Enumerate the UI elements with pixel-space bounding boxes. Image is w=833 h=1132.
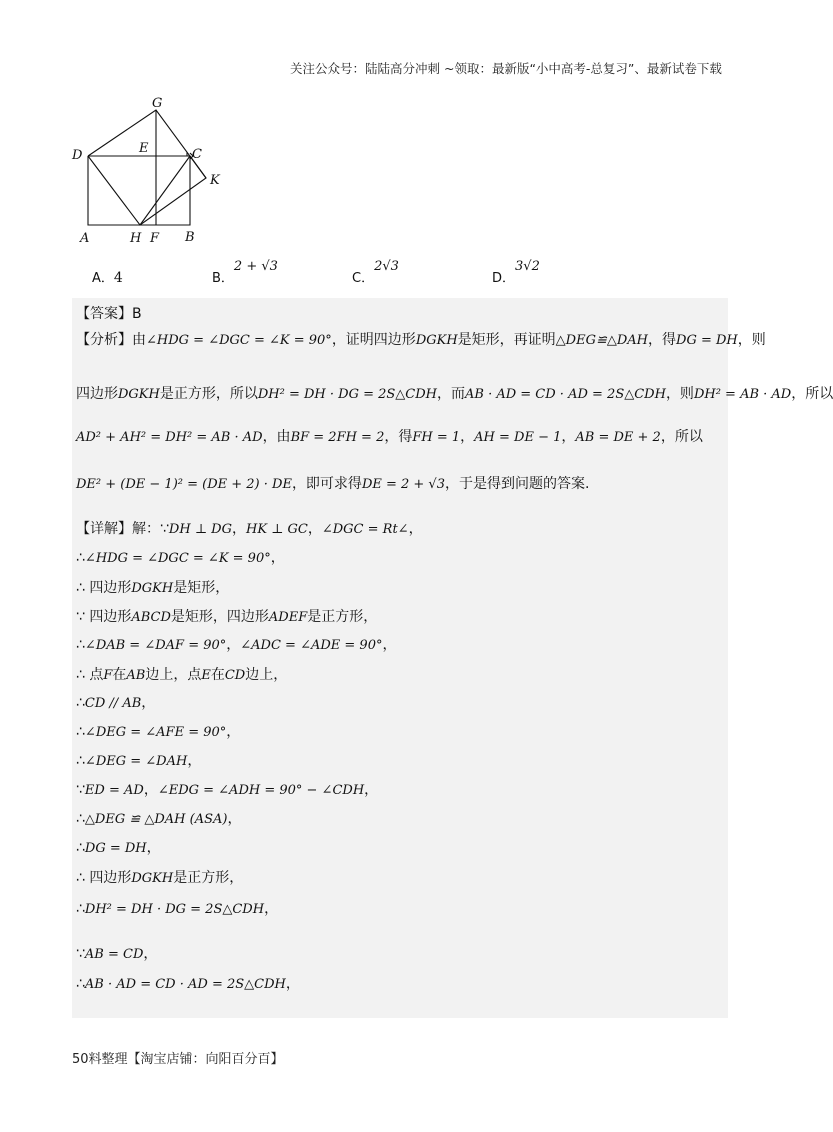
math-expression: HK ⊥ GC xyxy=(245,522,308,537)
choice-a: A．4 xyxy=(92,270,123,286)
text-segment: ∵ xyxy=(76,946,85,962)
text-segment: ， xyxy=(307,521,322,537)
math-expression: DGKH xyxy=(118,387,160,402)
math-expression: ADEF xyxy=(268,610,308,625)
detail-line xyxy=(76,838,161,859)
text-segment: ， xyxy=(187,753,202,769)
analysis-line xyxy=(76,474,589,495)
text-segment: ，于是得到问题的答案. xyxy=(445,476,590,492)
choice-c: C．2√3 xyxy=(352,259,399,286)
math-expression: DGKH xyxy=(415,333,458,348)
detail-line xyxy=(76,974,300,995)
detail-line xyxy=(76,548,285,569)
math-expression: DG = DH xyxy=(676,333,738,348)
text-segment: ∴ xyxy=(76,724,85,740)
text-segment: ， xyxy=(146,840,161,856)
detail-line xyxy=(76,519,423,540)
rectangle-abcd xyxy=(88,156,190,225)
text-segment: ，所以 xyxy=(660,429,703,445)
math-expression: E xyxy=(201,668,211,683)
label-g: G xyxy=(152,96,163,111)
text-segment: ，由 xyxy=(262,429,291,445)
text-segment: 【详解】解：∵ xyxy=(76,521,169,537)
detail-line xyxy=(76,944,157,965)
text-segment: ，得 xyxy=(384,429,413,445)
text-segment: 四边形 xyxy=(76,386,118,402)
label-f: F xyxy=(150,231,160,246)
math-expression: AD² + AH² = DH² = AB · AD xyxy=(76,430,263,445)
text-segment: ∵ 四边形 xyxy=(76,609,132,625)
answer-line xyxy=(76,304,142,324)
text-segment: ， xyxy=(561,429,576,445)
text-segment: ，而 xyxy=(437,386,465,402)
detail-line xyxy=(76,722,240,743)
label-b: B xyxy=(185,230,195,245)
text-segment: ∴ xyxy=(76,550,85,566)
text-segment: ∴ xyxy=(76,695,85,711)
text-segment: 是矩形， xyxy=(173,580,230,596)
detail-line xyxy=(76,665,287,686)
math-expression: △DEG≌△DAH xyxy=(555,333,649,348)
math-expression: ∠DAB = ∠DAF = 90° xyxy=(84,638,227,653)
detail-line xyxy=(76,578,229,599)
math-expression: BF = 2FH = 2 xyxy=(290,430,385,445)
analysis-line xyxy=(76,384,833,405)
text-segment: 是矩形，再证明 xyxy=(457,332,556,348)
text-segment: ， xyxy=(460,429,475,445)
text-segment: ， xyxy=(226,637,241,653)
math-expression: ∠EDG = ∠ADH = 90° − ∠CDH xyxy=(157,783,365,798)
text-segment: 【分析】由 xyxy=(76,332,146,348)
math-expression: AB · AD = CD · AD = 2S△CDH xyxy=(84,977,286,992)
detail-line xyxy=(76,868,243,889)
math-expression: ∠DEG = ∠AFE = 90° xyxy=(84,725,227,740)
text-segment: ∴ xyxy=(76,753,85,769)
choice-d: D．3√2 xyxy=(492,259,540,286)
text-segment: 【答案】B xyxy=(76,306,142,322)
text-segment: ， xyxy=(264,901,279,917)
math-expression: ED = AD xyxy=(84,783,144,798)
text-segment: 边上，点 xyxy=(145,667,202,683)
text-segment: ，所以 xyxy=(791,386,833,402)
text-segment: ∴ xyxy=(76,976,85,992)
math-expression: ∠DGC = Rt∠ xyxy=(321,522,409,537)
math-expression: DE = 2 + √3 xyxy=(361,477,445,492)
text-segment: 在 xyxy=(210,667,225,683)
label-k: K xyxy=(210,173,220,188)
text-segment: ， xyxy=(226,724,241,740)
text-segment: ， xyxy=(382,637,397,653)
text-segment: ∵ xyxy=(76,782,85,798)
text-segment: ， xyxy=(227,811,242,827)
detail-line xyxy=(76,809,241,830)
math-expression: DG = DH xyxy=(84,841,147,856)
text-segment: ，则 xyxy=(737,332,766,348)
answer-choices xyxy=(0,255,800,295)
text-segment: 是矩形，四边形 xyxy=(170,609,269,625)
text-segment: ∴ xyxy=(76,901,85,917)
math-expression: CD // AB xyxy=(84,696,142,711)
text-segment: ∴ xyxy=(76,840,85,856)
label-a: A xyxy=(80,231,90,246)
math-expression: AB = CD xyxy=(84,947,144,962)
math-expression: ∠ADC = ∠ADE = 90° xyxy=(240,638,383,653)
text-segment: 边上， xyxy=(245,667,288,683)
text-segment: ， xyxy=(270,550,285,566)
math-expression: DGKH xyxy=(131,581,174,596)
text-segment: ， xyxy=(364,782,379,798)
math-expression: DH² = DH · DG = 2S△CDH xyxy=(257,387,437,402)
text-segment: ∴ xyxy=(76,811,85,827)
math-expression: FH = 1 xyxy=(412,430,461,445)
text-segment: 是正方形，所以 xyxy=(159,386,258,402)
geometry-figure xyxy=(70,95,240,255)
text-segment: ，得 xyxy=(648,332,677,348)
math-expression: DGKH xyxy=(131,871,174,886)
text-segment: ， xyxy=(141,695,156,711)
analysis-line xyxy=(76,330,766,351)
text-segment: 在 xyxy=(112,667,127,683)
detail-line xyxy=(76,780,378,801)
math-expression: CD xyxy=(224,668,246,683)
square-dgkh xyxy=(88,110,206,225)
label-e: E xyxy=(139,141,149,156)
text-segment: ∴ 四边形 xyxy=(76,870,132,886)
label-c: C xyxy=(192,147,202,162)
label-h: H xyxy=(130,231,142,246)
math-expression: △DEG ≌ △DAH (ASA) xyxy=(84,812,228,827)
text-segment: ， xyxy=(285,976,300,992)
page-header: 关注公众号：陆陆高分冲刺 ~领取：最新版“小中高考-总复习”、最新试卷下载 xyxy=(290,61,722,76)
math-expression: DH ⊥ DG xyxy=(168,522,232,537)
math-expression: AB = DE + 2 xyxy=(575,430,661,445)
text-segment: ∴ 四边形 xyxy=(76,580,132,596)
text-segment: ，即可求得 xyxy=(291,476,362,492)
text-segment: ， xyxy=(143,946,158,962)
detail-line xyxy=(76,607,377,628)
page-footer: 50料整理【淘宝店铺：向阳百分百】 xyxy=(72,1052,284,1067)
math-expression: AB xyxy=(126,668,146,683)
analysis-line xyxy=(76,427,703,448)
math-expression: ∠HDG = ∠DGC = ∠K = 90° xyxy=(146,333,332,348)
detail-line xyxy=(76,751,201,772)
text-segment: ∴ 点 xyxy=(76,667,104,683)
label-d: D xyxy=(72,148,83,163)
detail-line xyxy=(76,693,155,714)
math-expression: F xyxy=(103,668,113,683)
math-expression: DH² = AB · AD xyxy=(693,387,792,402)
text-segment: 是正方形， xyxy=(173,870,244,886)
math-expression: ∠DEG = ∠DAH xyxy=(84,754,188,769)
text-segment: ， xyxy=(231,521,246,537)
math-expression: AB · AD = CD · AD = 2S△CDH xyxy=(465,387,666,402)
segment-ch xyxy=(140,156,190,225)
math-expression: DE² + (DE − 1)² = (DE + 2) · DE xyxy=(76,477,292,492)
math-expression: DH² = DH · DG = 2S△CDH xyxy=(84,902,265,917)
text-segment: 是正方形， xyxy=(307,609,378,625)
text-segment: ，证明四边形 xyxy=(331,332,416,348)
math-expression: ∠HDG = ∠DGC = ∠K = 90° xyxy=(84,551,271,566)
detail-line xyxy=(76,635,396,656)
detail-line xyxy=(76,899,278,920)
text-segment: ∴ xyxy=(76,637,85,653)
math-expression: ABCD xyxy=(131,610,171,625)
text-segment: ，则 xyxy=(665,386,694,402)
text-segment: ， xyxy=(408,521,423,537)
math-expression: AH = DE − 1 xyxy=(474,430,562,445)
text-segment: ， xyxy=(143,782,158,798)
choice-b: B．2 + √3 xyxy=(212,259,278,286)
